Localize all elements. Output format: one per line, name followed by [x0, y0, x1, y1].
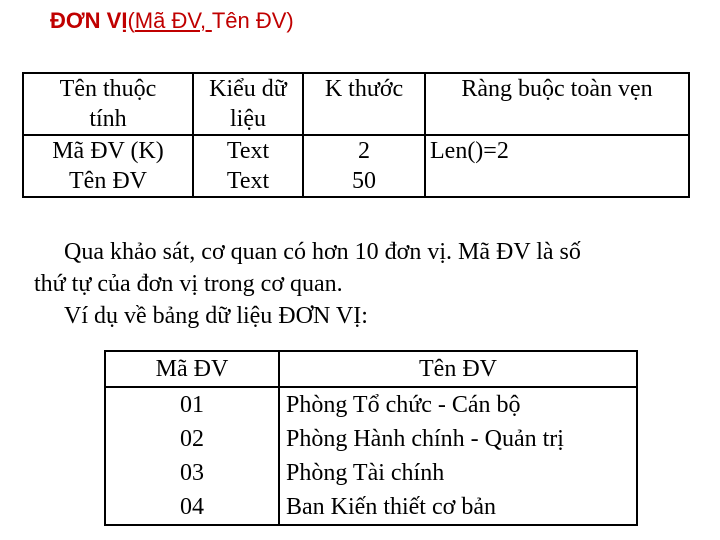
sample-header-code: Mã ĐV [105, 351, 279, 387]
description-line-1: Qua khảo sát, cơ quan có hơn 10 đơn vị. Mã ĐV là số [64, 239, 581, 265]
spec-cell-attribute: Mã ĐV (K) [23, 135, 193, 166]
spec-header-datatype-2: liệu [193, 104, 303, 135]
table-row [105, 490, 637, 525]
sample-data-table [104, 350, 638, 526]
spec-header-attribute-2: tính [23, 104, 193, 135]
example-intro: Ví dụ về bảng dữ liệu ĐƠN VỊ: [64, 303, 368, 329]
sample-cell-code: 02 [105, 422, 279, 456]
table-row [105, 387, 637, 422]
attribute-spec-table [22, 72, 690, 198]
table-row [23, 135, 689, 166]
sample-cell-name: Phòng Tài chính [286, 460, 445, 486]
table-row [23, 166, 689, 197]
spec-header-row [23, 73, 689, 104]
description-line-2: thứ tự của đơn vị trong cơ quan. [34, 271, 343, 297]
spec-cell-datatype: Text [193, 135, 303, 166]
sample-cell-name: Phòng Tổ chức - Cán bộ [286, 392, 521, 418]
sample-cell-code: 03 [105, 456, 279, 490]
table-row [105, 422, 637, 456]
sample-cell-name: Phòng Hành chính - Quản trị [286, 426, 564, 452]
sample-header-row [105, 351, 637, 387]
table-row [105, 456, 637, 490]
spec-cell-attribute: Tên ĐV [23, 166, 193, 197]
other-field: Tên ĐV) [211, 8, 294, 33]
spec-header-constraint: Ràng buộc toàn vẹn [425, 73, 689, 104]
spec-header-attribute: Tên thuộc [23, 73, 193, 104]
sample-cell-code: 04 [105, 490, 279, 525]
sample-cell-code: 01 [105, 387, 279, 422]
sample-cell-name: Ban Kiến thiết cơ bản [286, 494, 496, 520]
spec-header-size: K thước [303, 73, 425, 104]
spec-cell-datatype: Text [193, 166, 303, 197]
spec-header-size-2 [303, 104, 425, 135]
entity-name: ĐƠN VỊ [50, 8, 128, 33]
spec-cell-size: 2 [303, 135, 425, 166]
spec-header-datatype: Kiểu dữ [193, 73, 303, 104]
spec-header-row-2 [23, 104, 689, 135]
spec-cell-constraint [425, 166, 689, 197]
primary-key-field: Mã ĐV, [134, 8, 212, 33]
spec-cell-size: 50 [303, 166, 425, 197]
sample-header-name: Tên ĐV [279, 351, 637, 387]
spec-header-constraint-2 [425, 104, 689, 135]
open-paren: ( [127, 8, 135, 33]
entity-heading [50, 6, 294, 36]
description-paragraph [34, 236, 694, 332]
spec-cell-constraint: Len()=2 [425, 135, 689, 166]
